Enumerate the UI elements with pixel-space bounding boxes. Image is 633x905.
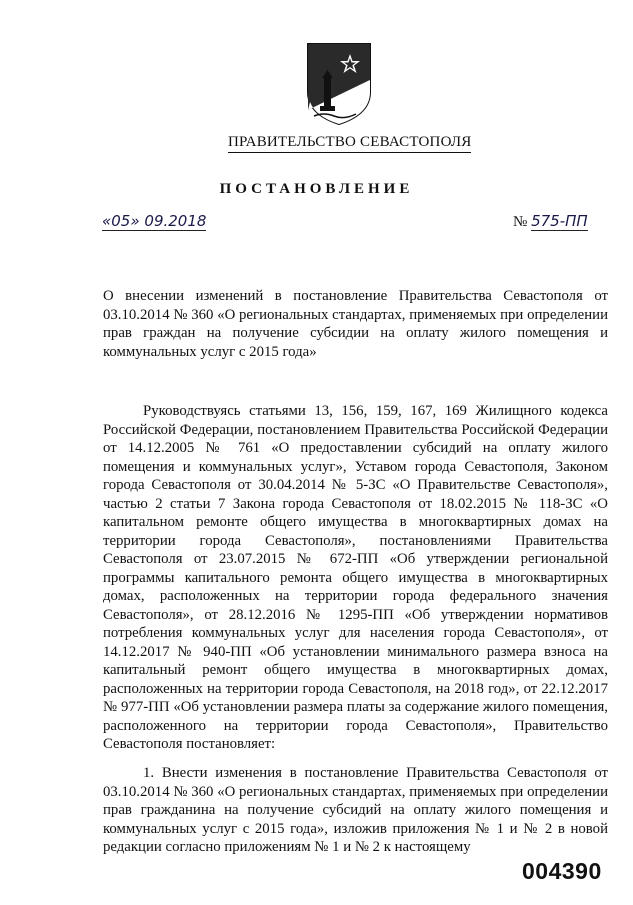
date-day: 05 — [111, 212, 131, 230]
government-title: ПРАВИТЕЛЬСТВО СЕВАСТОПОЛЯ — [228, 134, 471, 153]
document-type-heading: ПОСТАНОВЛЕНИЕ — [219, 181, 414, 197]
number-sign: № — [513, 214, 528, 230]
resolution-item-1: 1. Внести изменения в постановление Правительства Севастополя от 03.10.2014 № 360 «О региональных стандартах, применяемых при определении прав гражданина на получение субсидий на оплату жилого помещения и коммунальных услуг с 2015 года», изложив приложения № 1 и № 2 в новой редакции согласно приложениям № 1 и № 2 к настоящему — [103, 765, 608, 855]
document-date — [102, 212, 206, 231]
coat-of-arms-icon — [304, 40, 374, 126]
document-number — [513, 212, 588, 231]
date-open-quote: « — [102, 212, 112, 230]
preamble-paragraph: Руководствуясь статьями 13, 156, 159, 167, 169 Жилищного кодекса Российской Федерации, постановлением Правительства Российской Федерации от 14.12.2005 № 761 «О предоставлении субсидий на оплату жилого помещения и коммунальных услуг», Уставом города Севастополя, Законом города Севастополя от 30.04.2014 № 5-ЗС «О Правительстве Севастополя», частью 2 статьи 7 Закона города Севастополя от 18.02.2015 № 118-ЗС «О капитальном ремонте общего имущества в многоквартирных домах на территории города Севастополя», постановлениями Правительства Севастополя от 23.07.2015 № 672-ПП «Об утверждении региональной программы капитального ремонта общего имущества в многоквартирных домах, расположенных на территории города федерального значения Севастополя», от 28.12.2016 № 1295-ПП «Об утверждении нормативов потребления коммунальных услуг для населения города Севастополя», от 14.12.2017 № 940-ПП «Об установлении минимального размера взноса на капитальный ремонт общего имущества в многоквартирных домах, расположенных на территории города Севастополя, на 2018 год», от 22.12.2017 № 977-ПП «Об установлении размера платы за содержание жилого помещения, расположенного на территории города Севастополя», Правительство Севастополя постановляет: — [103, 403, 608, 752]
serial-number: 004390 — [522, 858, 602, 884]
number-value: 575-ПП — [531, 212, 588, 230]
date-month-year: 09.2018 — [144, 212, 207, 230]
date-close-quote: » — [130, 212, 140, 230]
document-subject: О внесении изменений в постановление Правительства Севастополя от 03.10.2014 № 360 «О региональных стандартах, применяемых при определении прав граждан на получение субсидии на оплату жилого помещения и коммунальных услуг с 2015 года» — [103, 288, 608, 360]
